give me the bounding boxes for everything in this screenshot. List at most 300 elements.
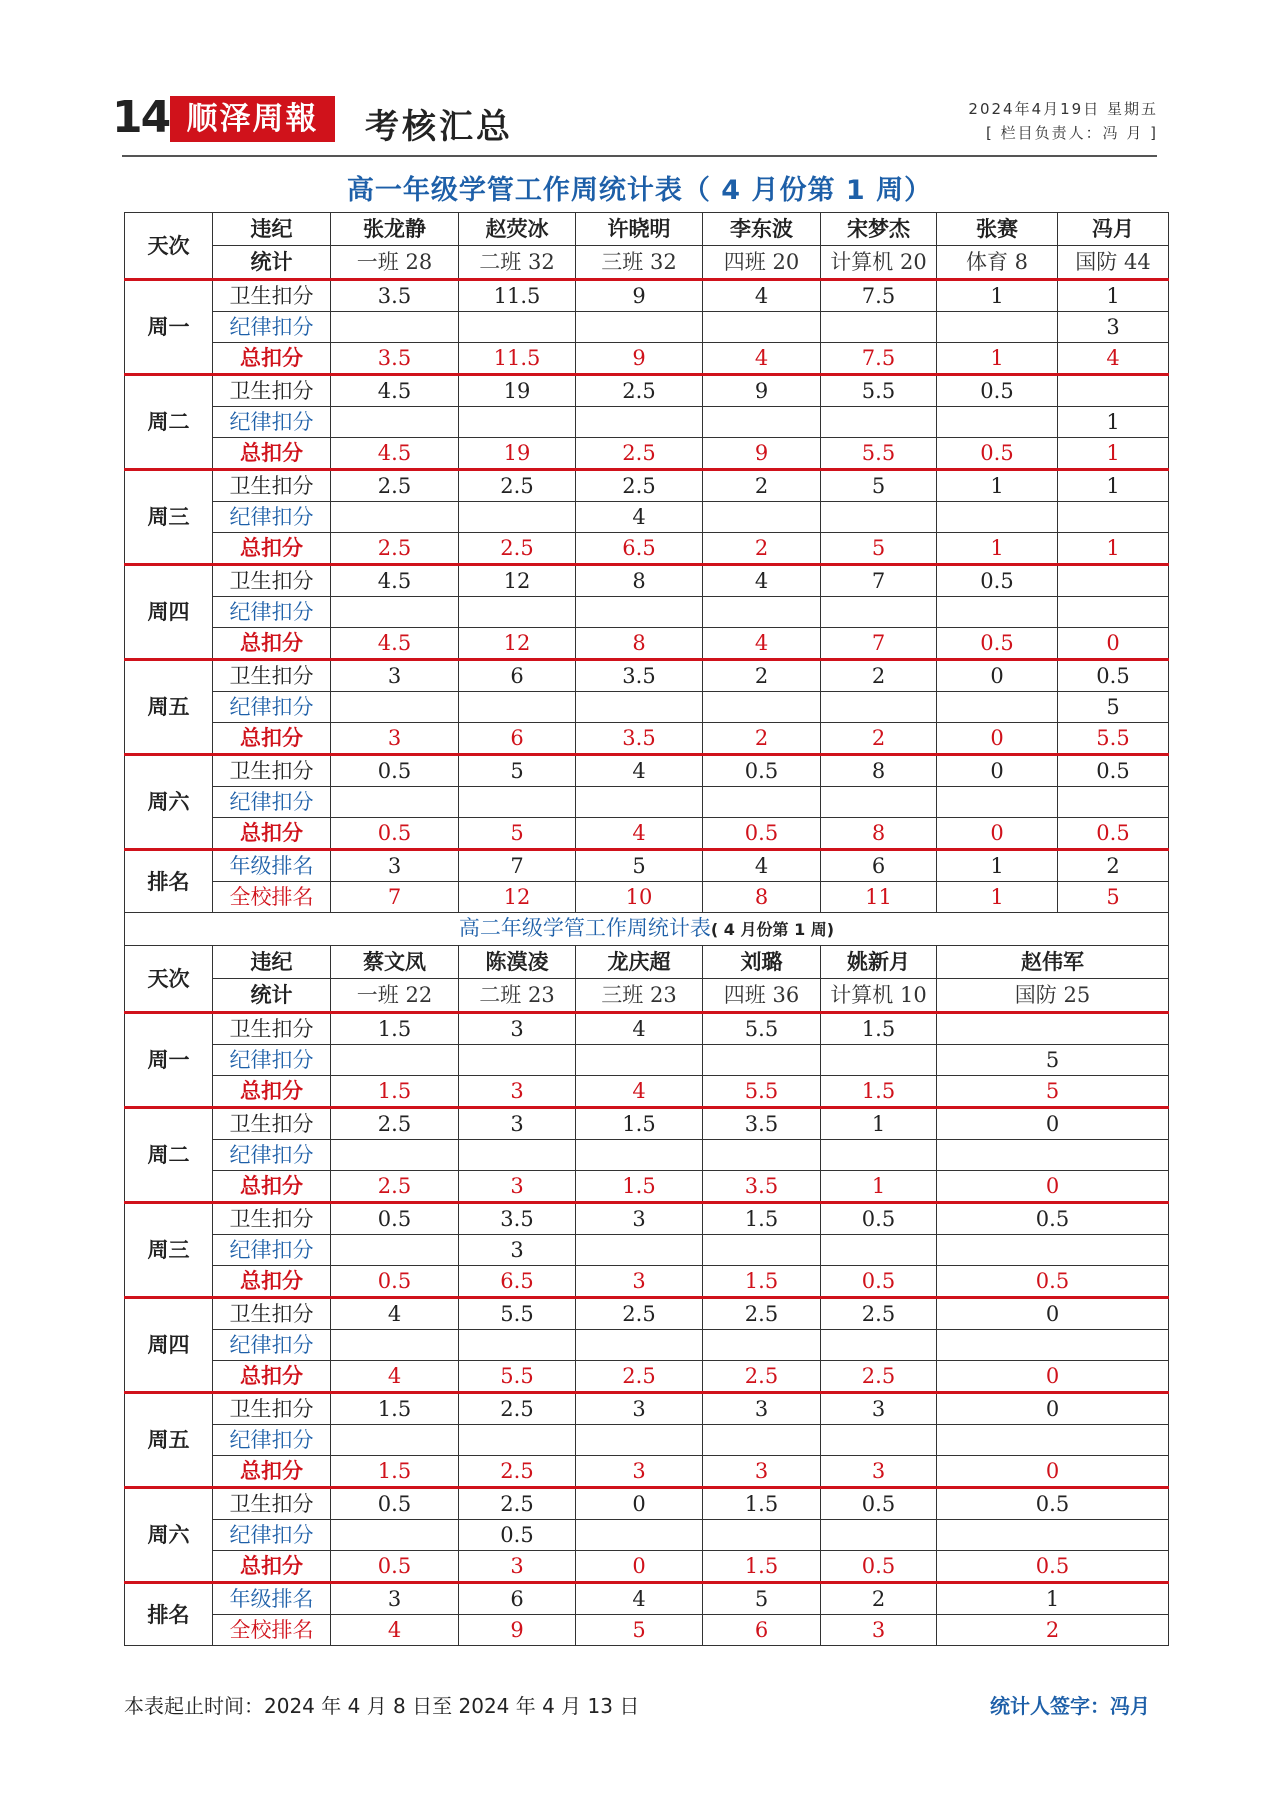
discipline-value [459, 407, 576, 438]
class-name: 计算机 10 [821, 979, 937, 1013]
hygiene-value: 1 [1058, 280, 1169, 312]
discipline-value [331, 502, 459, 533]
discipline-value [703, 1235, 821, 1266]
discipline-value [576, 407, 703, 438]
hygiene-value: 0.5 [1058, 660, 1169, 692]
school-rank-value: 5 [1058, 882, 1169, 913]
school-rank-value: 2 [937, 1615, 1169, 1646]
discipline-value [331, 1425, 459, 1456]
total-value: 6.5 [459, 1266, 576, 1298]
grade-rank-value: 7 [459, 850, 576, 882]
hygiene-value: 2.5 [459, 1488, 576, 1520]
total-value: 8 [821, 818, 937, 850]
teacher-name: 赵荧冰 [459, 213, 576, 246]
total-value: 1.5 [576, 1171, 703, 1203]
total-value: 1.5 [331, 1076, 459, 1108]
total-label: 总扣分 [213, 818, 331, 850]
discipline-row [125, 597, 1169, 628]
discipline-value [821, 1045, 937, 1076]
day-label: 周三 [125, 470, 213, 565]
total-value: 2.5 [703, 1361, 821, 1393]
rank-label: 排名 [125, 1583, 213, 1646]
discipline-label: 纪律扣分 [213, 1330, 331, 1361]
hygiene-value: 0.5 [821, 1488, 937, 1520]
hygiene-value: 1 [937, 280, 1058, 312]
day-label: 周六 [125, 1488, 213, 1583]
total-value: 2.5 [821, 1361, 937, 1393]
total-value: 4 [576, 1076, 703, 1108]
total-value: 0.5 [937, 1266, 1169, 1298]
hygiene-value: 0 [937, 660, 1058, 692]
discipline-value [459, 1330, 576, 1361]
school-rank-value: 5 [576, 1615, 703, 1646]
school-rank-row [125, 1615, 1169, 1646]
grade-rank-value: 6 [821, 850, 937, 882]
header-row [125, 946, 1169, 979]
total-value: 4.5 [331, 438, 459, 470]
section-title: 考核汇总 [365, 107, 513, 147]
class-name: 国防 44 [1058, 246, 1169, 280]
total-value: 9 [703, 438, 821, 470]
total-value: 1 [1058, 533, 1169, 565]
discipline-value [1058, 787, 1169, 818]
hygiene-label: 卫生扣分 [213, 565, 331, 597]
discipline-row [125, 1520, 1169, 1551]
discipline-value [703, 1425, 821, 1456]
stat-header: 统计 [213, 979, 331, 1013]
class-name: 计算机 20 [821, 246, 937, 280]
discipline-value: 1 [1058, 407, 1169, 438]
day-label: 周五 [125, 1393, 213, 1488]
discipline-value [703, 1140, 821, 1171]
grade-rank-value: 5 [703, 1583, 821, 1615]
total-value: 0.5 [1058, 818, 1169, 850]
discipline-value: 4 [576, 502, 703, 533]
discipline-value [459, 597, 576, 628]
total-value: 8 [576, 628, 703, 660]
class-name: 四班 36 [703, 979, 821, 1013]
rank-label: 排名 [125, 850, 213, 913]
teacher-name: 龙庆超 [576, 946, 703, 979]
hygiene-value: 2.5 [576, 375, 703, 407]
discipline-value [937, 502, 1058, 533]
total-row [125, 343, 1169, 375]
table2-title-period: ( 4 月份第 1 周) [710, 920, 835, 939]
hygiene-label: 卫生扣分 [213, 1393, 331, 1425]
grade-rank-value: 4 [703, 850, 821, 882]
hygiene-value: 4 [576, 1013, 703, 1045]
hygiene-value: 0.5 [331, 1488, 459, 1520]
table2-title-row [125, 913, 1169, 946]
total-value: 5 [821, 533, 937, 565]
school-rank-value: 3 [821, 1615, 937, 1646]
total-value: 0.5 [331, 818, 459, 850]
discipline-value [703, 1045, 821, 1076]
school-rank-value: 12 [459, 882, 576, 913]
discipline-row [125, 502, 1169, 533]
total-label: 总扣分 [213, 1456, 331, 1488]
discipline-row [125, 1235, 1169, 1266]
hygiene-value: 2.5 [459, 470, 576, 502]
hygiene-value: 2.5 [576, 470, 703, 502]
total-value: 7 [821, 628, 937, 660]
total-label: 总扣分 [213, 1171, 331, 1203]
discipline-value [937, 407, 1058, 438]
hygiene-value: 3 [821, 1393, 937, 1425]
total-value: 7.5 [821, 343, 937, 375]
total-value: 3 [703, 1456, 821, 1488]
class-name: 三班 23 [576, 979, 703, 1013]
total-value: 3 [459, 1076, 576, 1108]
total-row [125, 628, 1169, 660]
hygiene-value: 0 [576, 1488, 703, 1520]
discipline-row [125, 312, 1169, 343]
discipline-value [937, 1140, 1169, 1171]
hygiene-label: 卫生扣分 [213, 1013, 331, 1045]
discipline-row [125, 1140, 1169, 1171]
discipline-label: 纪律扣分 [213, 1045, 331, 1076]
total-value: 2 [703, 723, 821, 755]
grade-rank-value: 4 [576, 1583, 703, 1615]
discipline-value [937, 312, 1058, 343]
discipline-value [703, 312, 821, 343]
hygiene-value: 0.5 [331, 755, 459, 787]
discipline-row [125, 1330, 1169, 1361]
discipline-value [331, 692, 459, 723]
teacher-name: 张赛 [937, 213, 1058, 246]
hygiene-row [125, 1013, 1169, 1045]
hygiene-row [125, 1203, 1169, 1235]
school-rank-row [125, 882, 1169, 913]
hygiene-value: 1.5 [576, 1108, 703, 1140]
total-row [125, 818, 1169, 850]
hygiene-row [125, 1393, 1169, 1425]
day-label: 周四 [125, 565, 213, 660]
stats-table [124, 212, 1169, 1646]
signature: 统计人签字：冯月 [990, 1694, 1150, 1718]
hygiene-value: 4 [331, 1298, 459, 1330]
total-value: 2 [821, 723, 937, 755]
grade-rank-value: 2 [821, 1583, 937, 1615]
class-name: 三班 32 [576, 246, 703, 280]
hygiene-value: 5.5 [703, 1013, 821, 1045]
stat-header: 违纪 [213, 213, 331, 246]
teacher-name: 赵伟军 [937, 946, 1169, 979]
total-label: 总扣分 [213, 1266, 331, 1298]
discipline-value: 3 [1058, 312, 1169, 343]
hygiene-row [125, 375, 1169, 407]
hygiene-value: 3 [459, 1108, 576, 1140]
day-header: 天次 [125, 946, 213, 1013]
header-row [125, 213, 1169, 246]
page-header [0, 0, 1280, 160]
hygiene-value: 2.5 [703, 1298, 821, 1330]
school-rank-value: 7 [331, 882, 459, 913]
hygiene-value: 1 [1058, 470, 1169, 502]
day-label: 周三 [125, 1203, 213, 1298]
hygiene-label: 卫生扣分 [213, 660, 331, 692]
hygiene-value: 4 [576, 755, 703, 787]
discipline-value [331, 787, 459, 818]
total-label: 总扣分 [213, 1076, 331, 1108]
header-row [125, 979, 1169, 1013]
discipline-row [125, 1425, 1169, 1456]
hygiene-value: 0.5 [937, 565, 1058, 597]
hygiene-value: 11.5 [459, 280, 576, 312]
total-value: 2.5 [331, 1171, 459, 1203]
teacher-name: 冯月 [1058, 213, 1169, 246]
table2-title [125, 913, 1169, 946]
school-rank-label: 全校排名 [213, 1615, 331, 1646]
total-value: 5.5 [1058, 723, 1169, 755]
discipline-value [703, 502, 821, 533]
issue-date: 2024年4月19日 星期五 [968, 100, 1158, 118]
discipline-value [937, 1330, 1169, 1361]
total-value: 2.5 [459, 533, 576, 565]
total-value: 0 [937, 1361, 1169, 1393]
hygiene-value: 3 [576, 1203, 703, 1235]
discipline-value [576, 1520, 703, 1551]
hygiene-row [125, 755, 1169, 787]
total-value: 0.5 [821, 1551, 937, 1583]
discipline-value [821, 1425, 937, 1456]
teacher-name: 许晓明 [576, 213, 703, 246]
hygiene-value: 2 [703, 470, 821, 502]
total-row [125, 1551, 1169, 1583]
hygiene-value: 7.5 [821, 280, 937, 312]
class-name: 一班 22 [331, 979, 459, 1013]
grade-rank-value: 5 [576, 850, 703, 882]
hygiene-value: 1.5 [331, 1393, 459, 1425]
table2-title-text: 高二年级学管工作周统计表 [458, 916, 711, 940]
total-value: 1.5 [703, 1551, 821, 1583]
teacher-name: 姚新月 [821, 946, 937, 979]
hygiene-value: 2.5 [331, 1108, 459, 1140]
day-label: 周二 [125, 375, 213, 470]
header-divider [122, 155, 1157, 157]
total-value: 0 [937, 1456, 1169, 1488]
total-value: 0.5 [331, 1551, 459, 1583]
hygiene-value: 3 [576, 1393, 703, 1425]
hygiene-value: 5 [459, 755, 576, 787]
total-value: 1 [937, 533, 1058, 565]
total-label: 总扣分 [213, 1551, 331, 1583]
total-label: 总扣分 [213, 438, 331, 470]
discipline-value [576, 692, 703, 723]
hygiene-value: 3 [459, 1013, 576, 1045]
school-rank-value: 8 [703, 882, 821, 913]
discipline-label: 纪律扣分 [213, 692, 331, 723]
hygiene-row [125, 1488, 1169, 1520]
day-label: 周二 [125, 1108, 213, 1203]
total-label: 总扣分 [213, 1361, 331, 1393]
school-rank-value: 1 [937, 882, 1058, 913]
discipline-value: 5 [937, 1045, 1169, 1076]
hygiene-value: 2 [703, 660, 821, 692]
total-value: 0.5 [937, 438, 1058, 470]
total-value: 0 [1058, 628, 1169, 660]
school-rank-value: 6 [703, 1615, 821, 1646]
grade-rank-row [125, 850, 1169, 882]
total-label: 总扣分 [213, 533, 331, 565]
hygiene-value: 1.5 [703, 1203, 821, 1235]
discipline-value [821, 1330, 937, 1361]
total-value: 11.5 [459, 343, 576, 375]
discipline-value [331, 1140, 459, 1171]
hygiene-value: 2.5 [331, 470, 459, 502]
total-value: 1 [937, 343, 1058, 375]
total-value: 1.5 [821, 1076, 937, 1108]
column-editor: [ 栏目负责人：冯 月 ] [985, 124, 1158, 142]
total-value: 4 [1058, 343, 1169, 375]
discipline-value [576, 1140, 703, 1171]
grade-rank-label: 年级排名 [213, 1583, 331, 1615]
hygiene-value: 3.5 [576, 660, 703, 692]
discipline-value [821, 692, 937, 723]
discipline-value [821, 1520, 937, 1551]
total-value: 1 [821, 1171, 937, 1203]
hygiene-value: 2.5 [459, 1393, 576, 1425]
discipline-value [459, 787, 576, 818]
teacher-name: 宋梦杰 [821, 213, 937, 246]
total-value: 1.5 [331, 1456, 459, 1488]
total-value: 4.5 [331, 628, 459, 660]
total-label: 总扣分 [213, 723, 331, 755]
hygiene-label: 卫生扣分 [213, 470, 331, 502]
total-value: 2.5 [576, 1361, 703, 1393]
total-row [125, 1456, 1169, 1488]
hygiene-value: 0.5 [703, 755, 821, 787]
hygiene-value: 8 [821, 755, 937, 787]
total-value: 3 [331, 723, 459, 755]
total-value: 3.5 [576, 723, 703, 755]
discipline-row [125, 692, 1169, 723]
discipline-label: 纪律扣分 [213, 597, 331, 628]
hygiene-value: 5.5 [459, 1298, 576, 1330]
discipline-label: 纪律扣分 [213, 502, 331, 533]
discipline-value [703, 1330, 821, 1361]
total-value: 5.5 [459, 1361, 576, 1393]
day-header: 天次 [125, 213, 213, 280]
hygiene-value [937, 1013, 1169, 1045]
hygiene-value: 0.5 [937, 1488, 1169, 1520]
hygiene-value: 1 [937, 470, 1058, 502]
class-name: 二班 32 [459, 246, 576, 280]
school-rank-value: 11 [821, 882, 937, 913]
total-value: 2.5 [331, 533, 459, 565]
total-value: 4 [703, 628, 821, 660]
discipline-label: 纪律扣分 [213, 1235, 331, 1266]
discipline-value [459, 1045, 576, 1076]
total-value: 3 [576, 1456, 703, 1488]
discipline-value [576, 597, 703, 628]
total-value: 0.5 [937, 1551, 1169, 1583]
total-row [125, 1361, 1169, 1393]
total-value: 3 [576, 1266, 703, 1298]
hygiene-value: 3.5 [703, 1108, 821, 1140]
discipline-value [821, 502, 937, 533]
teacher-name: 李东波 [703, 213, 821, 246]
total-value: 0 [937, 1171, 1169, 1203]
discipline-row [125, 787, 1169, 818]
discipline-value [331, 1520, 459, 1551]
total-value: 1.5 [703, 1266, 821, 1298]
total-label: 总扣分 [213, 343, 331, 375]
discipline-value [576, 1425, 703, 1456]
stat-header: 统计 [213, 246, 331, 280]
grade-rank-value: 2 [1058, 850, 1169, 882]
hygiene-value: 0 [937, 1108, 1169, 1140]
total-value: 2.5 [459, 1456, 576, 1488]
hygiene-value: 4 [703, 565, 821, 597]
day-label: 周六 [125, 755, 213, 850]
total-value: 0 [937, 723, 1058, 755]
discipline-label: 纪律扣分 [213, 1425, 331, 1456]
teacher-name: 张龙静 [331, 213, 459, 246]
hygiene-value: 5.5 [821, 375, 937, 407]
total-value: 4 [576, 818, 703, 850]
hygiene-label: 卫生扣分 [213, 1108, 331, 1140]
hygiene-value: 7 [821, 565, 937, 597]
hygiene-value: 4.5 [331, 565, 459, 597]
hygiene-value: 0.5 [937, 1203, 1169, 1235]
total-value: 0 [576, 1551, 703, 1583]
discipline-value [703, 692, 821, 723]
discipline-row [125, 407, 1169, 438]
hygiene-label: 卫生扣分 [213, 280, 331, 312]
hygiene-label: 卫生扣分 [213, 375, 331, 407]
total-value: 3.5 [331, 343, 459, 375]
hygiene-row [125, 280, 1169, 312]
discipline-value [331, 312, 459, 343]
hygiene-value: 0.5 [331, 1203, 459, 1235]
discipline-value [459, 692, 576, 723]
day-label: 周四 [125, 1298, 213, 1393]
total-value: 6 [459, 723, 576, 755]
header-row [125, 246, 1169, 280]
total-row [125, 533, 1169, 565]
hygiene-value: 0.5 [937, 375, 1058, 407]
hygiene-value: 19 [459, 375, 576, 407]
total-value: 9 [576, 343, 703, 375]
hygiene-value: 1.5 [821, 1013, 937, 1045]
discipline-value [576, 1235, 703, 1266]
total-value: 3 [459, 1171, 576, 1203]
discipline-value [576, 787, 703, 818]
discipline-value [937, 1520, 1169, 1551]
discipline-value [331, 1330, 459, 1361]
total-value: 2 [703, 533, 821, 565]
hygiene-label: 卫生扣分 [213, 1298, 331, 1330]
school-rank-value: 10 [576, 882, 703, 913]
total-row [125, 1266, 1169, 1298]
hygiene-row [125, 660, 1169, 692]
class-name: 国防 25 [937, 979, 1169, 1013]
discipline-value [331, 1045, 459, 1076]
teacher-name: 刘璐 [703, 946, 821, 979]
discipline-value [459, 1140, 576, 1171]
discipline-value [576, 1045, 703, 1076]
discipline-label: 纪律扣分 [213, 1520, 331, 1551]
total-value: 12 [459, 628, 576, 660]
total-value: 3 [459, 1551, 576, 1583]
total-row [125, 723, 1169, 755]
hygiene-value: 1.5 [703, 1488, 821, 1520]
discipline-value [703, 787, 821, 818]
discipline-value [937, 1235, 1169, 1266]
teacher-name: 蔡文凤 [331, 946, 459, 979]
hygiene-label: 卫生扣分 [213, 1203, 331, 1235]
